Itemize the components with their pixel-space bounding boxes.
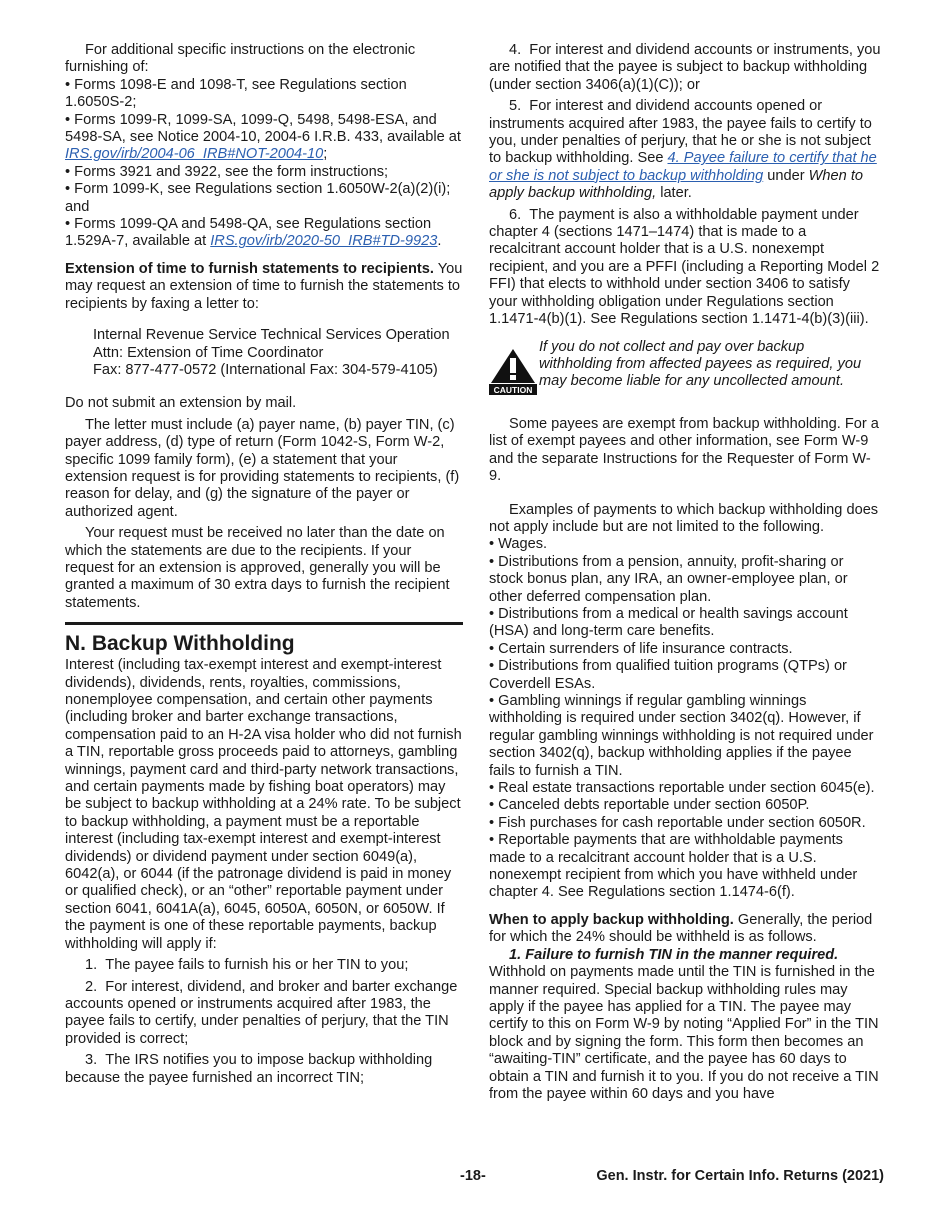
condition-5-italic: When to apply backup withholding, [489,167,863,202]
bullet-1098: • Forms 1098-E and 1098-T, see Regulations section 1.6050S-2; [65,77,463,112]
paragraph-electronic-furnishing: For additional specific instructions on the electronic furnishing of: [65,42,416,76]
bullet-1099qa-text: Forms 1099-QA and 5498-QA, see Regulations section 1.529A-7, available at [65,216,432,250]
example-real-estate: • Real estate transactions reportable under section 6045(e). [489,780,881,797]
example-life-insurance: • Certain surrenders of life insurance contracts. [489,641,881,658]
bullet-3921: • Forms 3921 and 3922, see the form instructions; [65,164,463,181]
caution-icon [489,339,539,400]
example-canceled-debts: • Canceled debts reportable under section 6050P. [489,797,881,814]
address-line-2: Attn: Extension of Time Coordinator [93,344,324,361]
request-deadline: Your request must be received no later than the date on which the statements are due to the recipients. If your request for an extension is approved, generally you will be granted a maximum of 30 extra days to furnish the recipient statements. [65,525,450,611]
left-column [65,42,463,1087]
bullet-1099k: • Form 1099-K, see Regulations section 1.6050W-2(a)(2)(i); and [65,181,463,216]
backup-withholding-intro: Interest (including tax-exempt interest and exempt-interest dividends), dividends, rents, royalties, commissions, nonemployee compensation, and certain other payments (including broker and barter exchange transactions, compensation paid to an H-2A visa holder who did not furnish a TIN, reportable gross proceeds paid to attorneys, gambling winnings, payment card and third-party network transactions, and certain payments made by fishing boat operators) may be subject to backup withholding at a 24% rate. To be subject to backup withholding, a payment must be a reportable interest (including tax-exempt interest and exempt-interest dividends) or dividend payment under section 6049(a), 6042(a), or 6044 (if the patronage dividend is paid in money or qualified check), or an “other” reportable payment under section 6041, 6041A(a), 6045, 6050A, 6050N, or 6050W. If the payment is one of these reportable payments, backup withholding will apply if: [65,657,462,952]
condition-3: 3. The IRS notifies you to impose backup withholding because the payee furnished an incorrect TIN; [65,1052,433,1086]
condition-4: 4. For interest and dividend accounts or instruments, you are notified that the payee is subject to backup withholding (under section 3406(a)(1)(C)); or [489,42,881,93]
caution-text: If you do not collect and pay over backup withholding from affected payees as required, you may become liable for any uncollected amount. [539,338,862,390]
footer-title: Gen. Instr. for Certain Info. Returns (2021) [596,1168,884,1184]
address-line-1: Internal Revenue Service Technical Services Operation [93,327,450,344]
when-text: Generally, the period for which the 24% should be withheld is as follows. [489,911,873,946]
right-column [489,42,881,1103]
condition-6: 6. The payment is also a withholdable payment under chapter 4 (sections 1471–1474) that is made to a recalcitrant account holder that is a U.S. nonexempt recipient, and you are a PFFI (including a Reporting Model 2 FFI) that elects to withhold under section 3406 to satisfy your withholding obligation under Regulations section 1.1471-4(b)(1). See Regulations section 1.1471-4(b)(3)(iii). [489,206,880,328]
bullet-1099r-end: ; [323,146,328,163]
link-notice-2004-10[interactable]: IRS.gov/irb/2004-06_IRB#NOT-2004-10 [65,146,324,163]
extension-heading: Extension of time to furnish statements to recipients. [65,260,434,277]
condition-5-under: under [763,167,809,184]
failure-to-furnish-text: Withhold on payments made until the TIN is furnished in the manner required. Special backup withholding rules may apply if the payee has applied for a TIN. The payee may certify to this on Form W-9 by noting “Applied For” in the TIN block and by signing the form. This form then becomes an “awaiting-TIN” certificate, and the payee has 60 days to obtain a TIN and furnish it to you. If you do not receive a TIN from the payee within 60 days and you have [489,964,879,1102]
condition-5 [489,98,881,202]
example-chapter4: • Reportable payments that are withholdable payments made to a recalcitrant account holder that is a U.S. nonexempt recipient from which you have withheld under chapter 4. See Regulations section 1.1474-6(f). [489,832,881,902]
example-fish: • Fish purchases for cash reportable under section 6050R. [489,815,881,832]
condition-5-end: later. [656,185,692,202]
exempt-payees: Some payees are exempt from backup withholding. For a list of exempt payees and other information, see Form W-9 and the separate Instructions for the Requester of Form W-9. [489,415,879,485]
example-hsa: • Distributions from a medical or health savings account (HSA) and long-term care benefits. [489,606,881,641]
section-title: N. Backup Withholding [65,622,463,657]
letter-requirements: The letter must include (a) payer name, (b) payer TIN, (c) payer address, (d) type of return (Form 1042-S, Form W-2, specific 1099 family form), (e) a statement that your extension request is for providing statements to recipients, (f) reason for delay, and (g) the signature of the payer or authorized agent. [65,416,460,520]
address-line-3: Fax: 877-477-0572 (International Fax: 304-579-4105) [93,361,438,378]
link-payee-failure-to-certify[interactable]: 4. Payee failure to certify that he or she is not subject to backup withholding [489,150,877,184]
example-qtp: • Distributions from qualified tuition programs (QTPs) or Coverdell ESAs. [489,658,881,693]
extension-paragraph [65,261,463,313]
bullet-1099r-text: Forms 1099-R, 1099-SA, 1099-Q, 5498, 5498-ESA, and 5498-SA, see Notice 2004-10, 2004-6 I.R.B. 433, available at [65,111,461,146]
bullet-1099qa-end: . [437,233,442,250]
failure-to-furnish-heading: 1. Failure to furnish TIN in the manner required. [509,946,839,963]
example-gambling: • Gambling winnings if regular gambling winnings withholding is required under section 3402(q). However, if regular gambling winnings withholding is not required under section 3402(q), backup withholding applies if the payee fails to furnish a TIN. [489,693,881,780]
bullet-1099r [65,112,463,164]
link-td-9923[interactable]: IRS.gov/irb/2020-50_IRB#TD-9923 [210,233,438,250]
bullet-1099qa [65,216,463,251]
when-to-apply [489,912,881,947]
example-pension: • Distributions from a pension, annuity, profit-sharing or stock bonus plan, any IRA, an owner-employee plan, or other deferred compensation plan. [489,554,881,606]
condition-2: 2. For interest, dividend, and broker and barter exchange accounts opened or instruments acquired after 1983, the payee fails to certify, under penalties of perjury, that the TIN provided is correct; [65,978,458,1047]
caution-box [489,339,881,400]
no-mail-notice: Do not submit an extension by mail. [65,395,297,412]
condition-5-text: 5. For interest and dividend accounts opened or instruments acquired after 1983, the payee fails to certify to you, under penalties of perjury, that he or she is not subject to backup withholding. See [489,98,872,167]
caution-label: CAUTION [493,384,533,395]
extension-text: You may request an extension of time to furnish the statements to recipients by faxing a letter to: [65,260,463,312]
example-wages: • Wages. [489,536,881,553]
page-number: -18- [460,1168,486,1184]
when-heading: When to apply backup withholding. [489,911,734,928]
fax-address-block [65,327,463,379]
failure-to-furnish-heading-line [489,947,881,964]
condition-1: 1. The payee fails to furnish his or her TIN to you; [85,957,409,974]
examples-intro: Examples of payments to which backup withholding does not apply include but are not limited to the following. [489,501,879,535]
